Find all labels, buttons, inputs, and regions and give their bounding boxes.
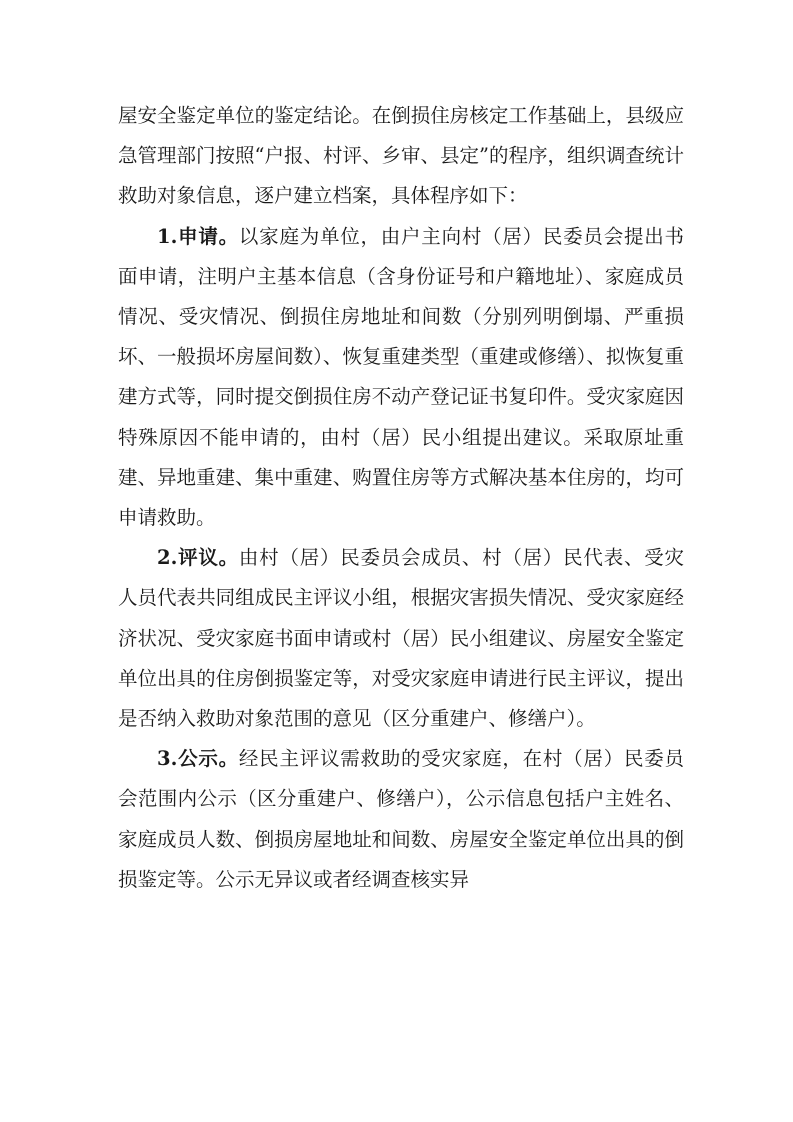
intro-paragraph: 屋安全鉴定单位的鉴定结论。在倒损住房核定工作基础上，县级应急管理部门按照“户报、村评、乡审、县定”的程序，组织调查统计救助对象信息，逐户建立档案，具体程序如下： xyxy=(118,104,684,208)
section-review-body: 由村（居）民委员会成员、村（居）民代表、受灾人员代表共同组成民主评议小组，根据灾害损失情况、受灾家庭经济状况、受灾家庭书面申请或村（居）民小组建议、房屋安全鉴定单位出具的住房倒损鉴定等，对受灾家庭申请进行民主评议，提出是否纳入救助对象范围的意见（区分重建户、修缮户）。 xyxy=(118,546,684,731)
section-publicity-heading: 3.公示。 xyxy=(157,747,239,771)
section-apply-body: 以家庭为单位，由户主向村（居）民委员会提出书面申请，注明户主基本信息（含身份证号和户籍地址）、家庭成员情况、受灾情况、倒损住房地址和间数（分别列明倒塌、严重损坏、一般损坏房屋间数）、恢复重建类型（重建或修缮）、拟恢复重建方式等，同时提交倒损住房不动产登记证书复印件。受灾家庭因特殊原因不能申请的，由村（居）民小组提出建议。采取原址重建、异地重建、集中重建、购置住房等方式解决基本住房的，均可申请救助。 xyxy=(118,224,684,530)
section-publicity xyxy=(118,739,684,900)
section-publicity-body: 经民主评议需救助的受灾家庭，在村（居）民委员会范围内公示（区分重建户、修缮户），公示信息包括户主姓名、家庭成员人数、倒损房屋地址和间数、房屋安全鉴定单位出具的倒损鉴定等。公示无异议或者经调查核实异 xyxy=(118,747,684,891)
section-apply xyxy=(118,217,684,539)
section-review-heading: 2.评议。 xyxy=(157,546,239,570)
document-body xyxy=(118,96,684,900)
section-review xyxy=(118,538,684,739)
section-apply-heading: 1.申请。 xyxy=(157,224,239,248)
